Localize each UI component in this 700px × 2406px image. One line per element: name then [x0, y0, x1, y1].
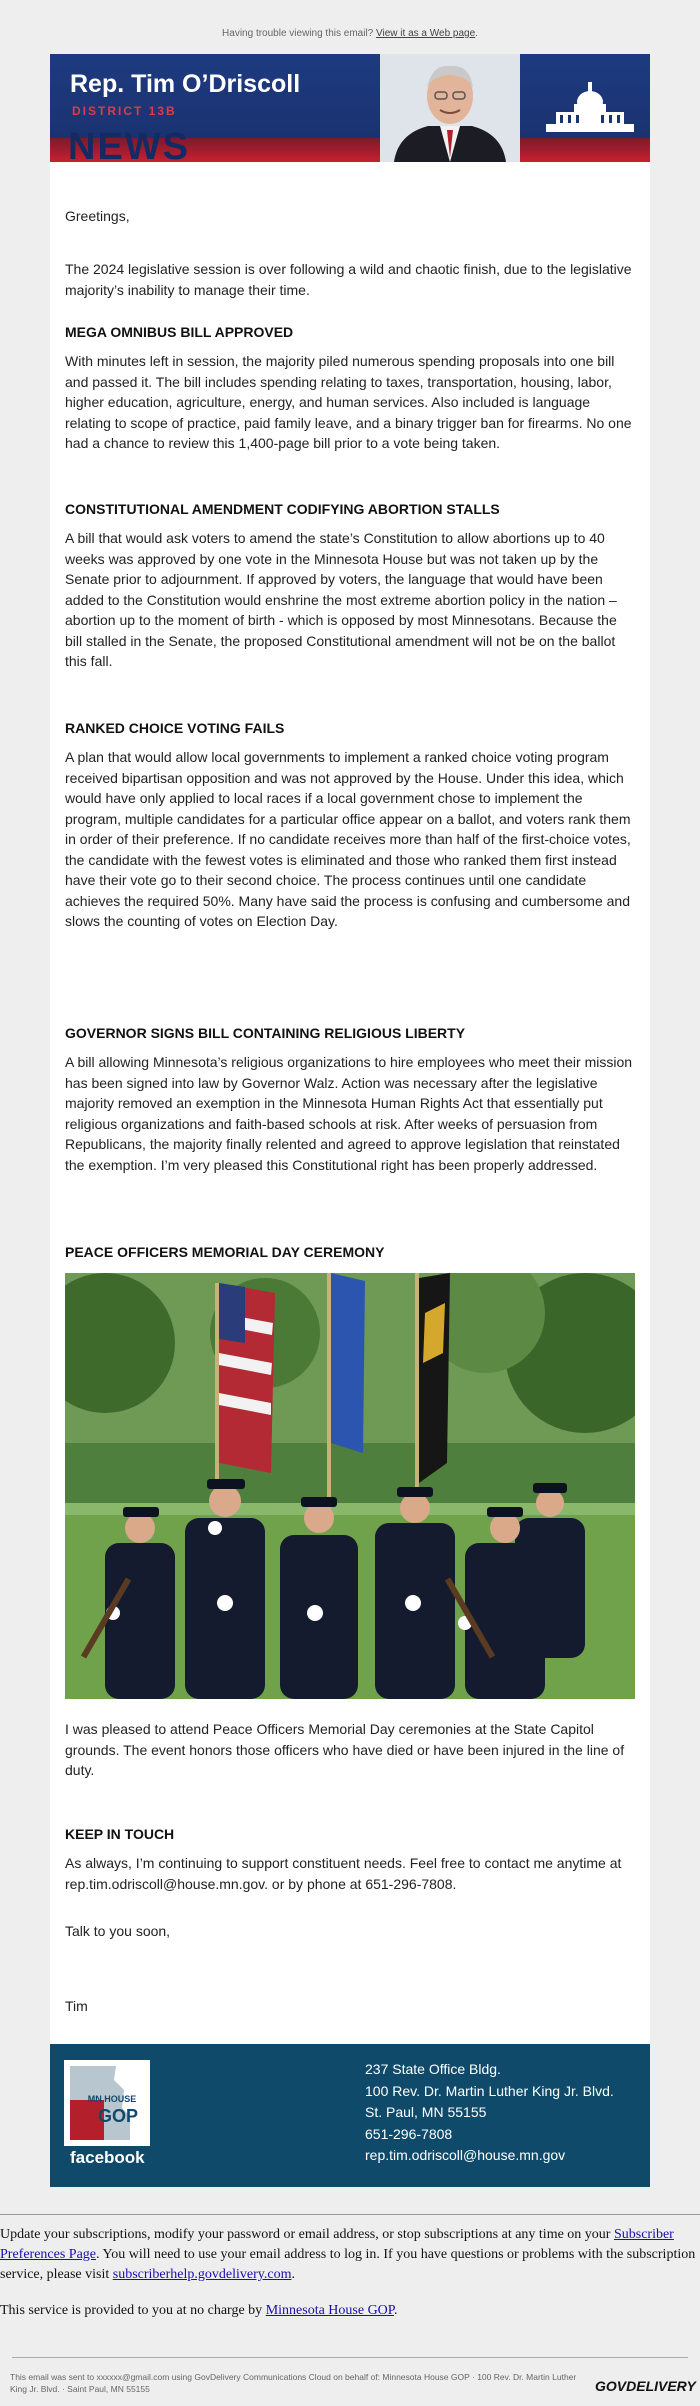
section-text-religious-liberty: A bill allowing Minnesota’s religious organizations to hire employees who meet their mission has been signed into law by Governor Walz. Action was necessary after the legislative majority removed an exemption in the Minnesota Human Rights Act that essentially put religious organizations and faith-based schools at risk. After weeks of persuasion from Republicans, the majority finally relented and agreed to approve legislation that reinstated the exemption. I’m very pleased this Constitutional right has been properly addressed. [65, 1054, 633, 1173]
footer-line-email[interactable]: rep.tim.odriscoll@house.mn.gov [365, 2147, 566, 2163]
footer-line-phone: 651-296-7808 [365, 2125, 453, 2142]
subscriber-preferences-link[interactable]: Subscriber Preferences Page [0, 2227, 674, 2262]
section-heading-peace-officers: PEACE OFFICERS MEMORIAL DAY CEREMONY [65, 1244, 385, 1260]
web-view-text: Having trouble viewing this email? [222, 28, 374, 39]
subscription-text-b: . You will need to use your email address to log in. If you have questions or problems with the subscription service, please visit [0, 2247, 696, 2282]
govdelivery-text: GOVDELIVERY [595, 2378, 696, 2394]
section-text-peace-officers: I was pleased to attend Peace Officers Memorial Day ceremonies at the State Capitol grounds. The event honors those officers who have died or have been injured in the line of duty. [65, 1721, 625, 1778]
footer-line-street: 100 Rev. Dr. Martin Luther King Jr. Blvd. [365, 2082, 614, 2099]
capitol-icon [540, 78, 640, 138]
closing-line: Talk to you soon, [65, 1923, 171, 1939]
logo-top-text: MN HOUSE [87, 2094, 137, 2104]
service-text-a: This service is provided to you at no charge by [0, 2303, 263, 2318]
representative-portrait [380, 54, 520, 162]
web-view-period: . [475, 28, 478, 39]
section-heading-keep-in-touch: KEEP IN TOUCH [65, 1826, 175, 1842]
header-district: DISTRICT 13B [72, 104, 177, 118]
intro-paragraph: The 2024 legislative session is over following a wild and chaotic finish, due to the legislative majority’s inability to manage their time. [65, 261, 632, 298]
honor-guard-photo [65, 1273, 635, 1699]
subscription-text-c: . [291, 2267, 295, 2282]
subscription-paragraph [0, 2225, 700, 2285]
web-view-note [0, 28, 700, 39]
footer-line-office: 237 State Office Bldg. [365, 2061, 501, 2077]
email-card [50, 54, 650, 2187]
fine-print-divider [12, 2357, 688, 2358]
minnesota-house-gop-link[interactable]: Minnesota House GOP [265, 2303, 395, 2318]
section-text-keep-in-touch: As always, I’m continuing to support constituent needs. Feel free to contact me anytime at rep.tim.odriscoll@house.mn.gov. or by phone at 651-296-7808. [65, 1855, 622, 1892]
mn-house-gop-logo[interactable] [64, 2060, 150, 2146]
greeting: Greetings, [65, 208, 130, 224]
subscription-divider [0, 2214, 700, 2215]
section-heading-religious-liberty: GOVERNOR SIGNS BILL CONTAINING RELIGIOUS LIBERTY [65, 1025, 466, 1041]
facebook-link[interactable]: facebook [70, 2148, 145, 2167]
signature: Tim [65, 1998, 88, 2014]
header-news: NEWS [68, 126, 190, 162]
footer-address [365, 2059, 614, 2167]
section-heading-ranked-choice: RANKED CHOICE VOTING FAILS [65, 720, 285, 736]
service-provider-paragraph [0, 2301, 700, 2321]
section-heading-abortion: CONSTITUTIONAL AMENDMENT CODIFYING ABORTION STALLS [65, 501, 500, 517]
fine-print: This email was sent to xxxxxx@gmail.com using GovDelivery Communications Cloud on behalf of: Minnesota House GOP · 100 Rev. Dr. Martin Luther King Jr. Blvd. · Saint Paul, MN 55155 [10, 2372, 577, 2394]
footer-line-city: St. Paul, MN 55155 [365, 2104, 487, 2120]
govdelivery-logo[interactable] [595, 2378, 696, 2394]
section-heading-omnibus: MEGA OMNIBUS BILL APPROVED [65, 324, 294, 340]
newsletter-header [50, 54, 650, 162]
subscriber-help-link[interactable]: subscriberhelp.govdelivery.com [112, 2267, 292, 2282]
web-view-link[interactable]: View it as a Web page [376, 28, 476, 39]
header-name: Rep. Tim O’Driscoll [70, 70, 301, 98]
service-text-b: . [394, 2303, 398, 2318]
section-text-ranked-choice: A plan that would allow local governments to implement a ranked choice voting program received bipartisan opposition and was not approved by the House. Under this idea, which would have only applied to local races if a local government chose to implement the program, multiple candidates for a particular office appear on a ballot, and voters rank them in order of their preference. If no candidate receives more than half of the first-choice votes, the candidate with the fewest votes is eliminated and those who ranked them first instead have their vote go to their second choice. The process continues until one candidate achieves the required 50%. Many have said the process is confusing and cumbersome and slows the counting of votes on Election Day. [65, 749, 631, 929]
section-text-omnibus: With minutes left in session, the majority piled numerous spending proposals into one bill and passed it. The bill includes spending relating to taxes, transportation, housing, labor, higher education, agriculture, energy, and human services. Also included is language relating to scope of practice, paid family leave, and a binary trigger ban for firearms. No one had a chance to review this 1,400-page bill prior to a vote being taken. [65, 353, 632, 451]
contact-footer [50, 2044, 650, 2187]
subscription-text-a: Update your subscriptions, modify your password or email address, or stop subscriptions at any time on your [0, 2227, 611, 2242]
logo-main-text: GOP [97, 2106, 139, 2126]
section-text-abortion: A bill that would ask voters to amend the state’s Constitution to allow abortions up to 40 weeks was approved by one vote in the Minnesota House but was not taken up by the Senate prior to adjournment. If approved by voters, the language that would have been added to the Constitution would enshrine the most extreme abortion policy in the nation – abortion up to the moment of birth - which is opposed by most Minnesotans. Because the bill stalled in the Senate, the proposed Constitutional amendment will not be on the ballot this fall. [65, 530, 617, 669]
